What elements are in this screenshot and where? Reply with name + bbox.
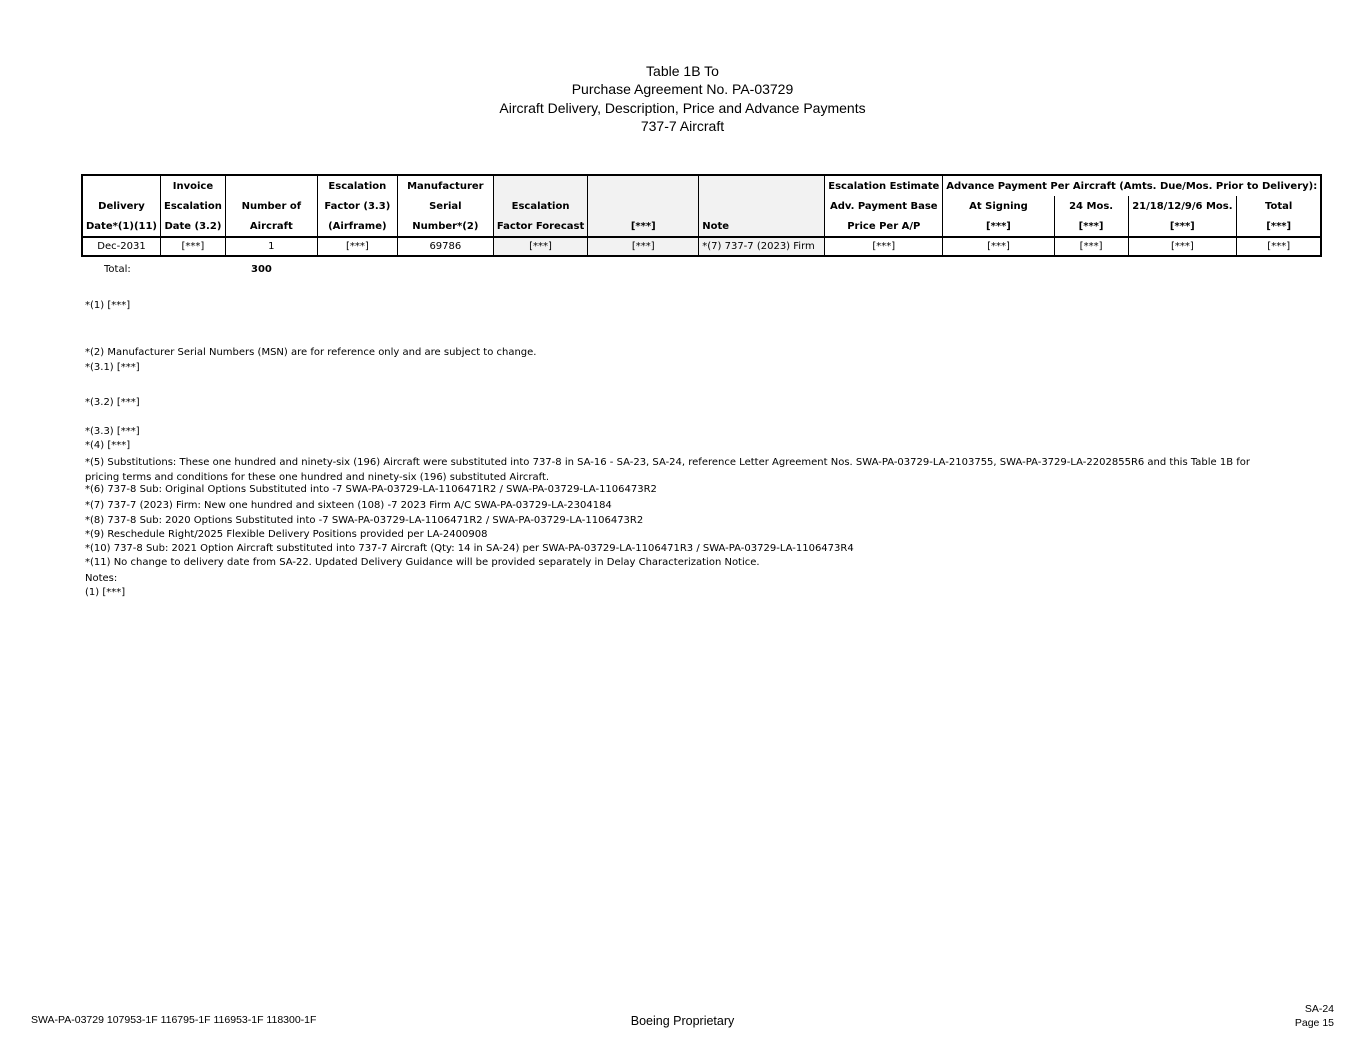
table-cell: *(7) 737-7 (2023) Firm bbox=[699, 237, 825, 256]
advance-payment-header: Advance Payment Per Aircraft (Amts. Due/Mos. Prior to Delivery): bbox=[943, 175, 1321, 196]
footer-reference: SWA-PA-03729 107953-1F 116795-1F 116953-1F 118300-1F bbox=[31, 1014, 317, 1026]
footnote-11: *(11) No change to delivery date from SA-22. Updated Delivery Guidance will be provided separately in Delay Characterization Notice. bbox=[85, 557, 760, 568]
header-cell: 24 Mos. bbox=[1054, 196, 1128, 216]
footnote-8: *(8) 737-8 Sub: 2020 Options Substituted into -7 SWA-PA-03729-LA-1106471R2 / SWA-PA-03729-LA-1106473R2 bbox=[85, 515, 644, 526]
header-cell: Invoice bbox=[161, 175, 226, 196]
header-cell bbox=[699, 175, 825, 196]
header-cell: [***] bbox=[588, 216, 699, 237]
footnote-5: *(5) Substitutions: These one hundred and ninety-six (196) Aircraft were substituted into 737-8 in SA-16 - SA-23, SA-24, reference Letter Agreement Nos. SWA-PA-03729-LA-2103755, SWA-PA-3729-LA-2202855R6 and this Table 1B for pricing terms and conditions for these one hundred and ninety-six (196) substituted Aircraft. bbox=[85, 457, 1251, 483]
document-title bbox=[0, 62, 1365, 135]
table-header-row-2 bbox=[82, 196, 1321, 216]
footer-proprietary: Boeing Proprietary bbox=[630, 1014, 735, 1028]
header-cell bbox=[588, 175, 699, 196]
header-cell: Serial bbox=[397, 196, 493, 216]
footer-page-info bbox=[1295, 1002, 1334, 1030]
header-cell: Escalation bbox=[493, 196, 587, 216]
footnote-3-3: *(3.3) [***] bbox=[85, 426, 140, 437]
table-cell: [***] bbox=[317, 237, 397, 256]
header-cell: Note bbox=[699, 216, 825, 237]
total-label: Total: bbox=[104, 264, 131, 275]
footnote-3-2: *(3.2) [***] bbox=[85, 397, 140, 408]
table-header-row-3 bbox=[82, 216, 1321, 237]
header-cell: [***] bbox=[1237, 216, 1322, 237]
table-row bbox=[82, 237, 1321, 256]
header-cell: Date*(1)(11) bbox=[82, 216, 161, 237]
delivery-table bbox=[81, 174, 1322, 257]
table-cell: [***] bbox=[943, 237, 1054, 256]
footnote-1: *(1) [***] bbox=[85, 300, 131, 311]
note-1: (1) [***] bbox=[85, 587, 126, 598]
table-cell: [***] bbox=[493, 237, 587, 256]
title-line-4: 737-7 Aircraft bbox=[640, 117, 725, 134]
table-header-row-1 bbox=[82, 175, 1321, 196]
header-cell bbox=[588, 196, 699, 216]
header-cell: Adv. Payment Base bbox=[825, 196, 943, 216]
footnote-4: *(4) [***] bbox=[85, 440, 131, 451]
table-cell: [***] bbox=[825, 237, 943, 256]
title-line-2: Purchase Agreement No. PA-03729 bbox=[571, 81, 794, 98]
header-cell: [***] bbox=[1054, 216, 1128, 237]
table-cell: [***] bbox=[1237, 237, 1322, 256]
header-cell: Number*(2) bbox=[397, 216, 493, 237]
header-cell bbox=[493, 175, 587, 196]
header-cell: Factor (3.3) bbox=[317, 196, 397, 216]
footnote-10: *(10) 737-8 Sub: 2021 Option Aircraft substituted into 737-7 Aircraft (Qty: 14 in SA-24) per SWA-PA-03729-LA-1106471R3 / SWA-PA-03729-LA-1106473R4 bbox=[85, 543, 854, 554]
table-cell: Dec-2031 bbox=[82, 237, 161, 256]
header-cell: [***] bbox=[1128, 216, 1237, 237]
header-cell: (Airframe) bbox=[317, 216, 397, 237]
footnote-6: *(6) 737-8 Sub: Original Options Substituted into -7 SWA-PA-03729-LA-1106471R2 / SWA-PA-03729-LA-1106473R2 bbox=[85, 484, 657, 495]
header-cell: Escalation Estimate bbox=[825, 175, 943, 196]
table-cell: 1 bbox=[225, 237, 317, 256]
total-value: 300 bbox=[251, 264, 272, 275]
footnote-3-1: *(3.1) [***] bbox=[85, 362, 140, 373]
footnote-2: *(2) Manufacturer Serial Numbers (MSN) are for reference only and are subject to change. bbox=[85, 347, 537, 358]
header-cell: Total bbox=[1237, 196, 1322, 216]
table-cell: [***] bbox=[588, 237, 699, 256]
table-cell: [***] bbox=[1128, 237, 1237, 256]
notes-heading: Notes: bbox=[85, 573, 118, 584]
footer-sa: SA-24 bbox=[1304, 1003, 1334, 1015]
table-cell: 69786 bbox=[397, 237, 493, 256]
header-cell: Number of bbox=[225, 196, 317, 216]
title-line-3: Aircraft Delivery, Description, Price and Advance Payments bbox=[499, 99, 866, 116]
header-cell: At Signing bbox=[943, 196, 1054, 216]
header-cell: Escalation bbox=[161, 196, 226, 216]
header-cell bbox=[225, 175, 317, 196]
header-cell: Manufacturer bbox=[397, 175, 493, 196]
title-line-1: Table 1B To bbox=[646, 63, 719, 79]
footnote-7: *(7) 737-7 (2023) Firm: New one hundred and sixteen (108) -7 2023 Firm A/C SWA-PA-03729-LA-2304184 bbox=[85, 500, 612, 511]
header-cell: Delivery bbox=[82, 196, 161, 216]
header-cell bbox=[699, 196, 825, 216]
header-cell bbox=[82, 175, 161, 196]
header-cell: Price Per A/P bbox=[825, 216, 943, 237]
header-cell: Escalation bbox=[317, 175, 397, 196]
header-cell: 21/18/12/9/6 Mos. bbox=[1128, 196, 1237, 216]
table-cell: [***] bbox=[1054, 237, 1128, 256]
header-cell: [***] bbox=[943, 216, 1054, 237]
table-cell: [***] bbox=[161, 237, 226, 256]
footnote-9: *(9) Reschedule Right/2025 Flexible Delivery Positions provided per LA-2400908 bbox=[85, 529, 488, 540]
header-cell: Factor Forecast bbox=[493, 216, 587, 237]
header-cell: Date (3.2) bbox=[161, 216, 226, 237]
footer-page-number: Page 15 bbox=[1294, 1017, 1334, 1029]
header-cell: Aircraft bbox=[225, 216, 317, 237]
